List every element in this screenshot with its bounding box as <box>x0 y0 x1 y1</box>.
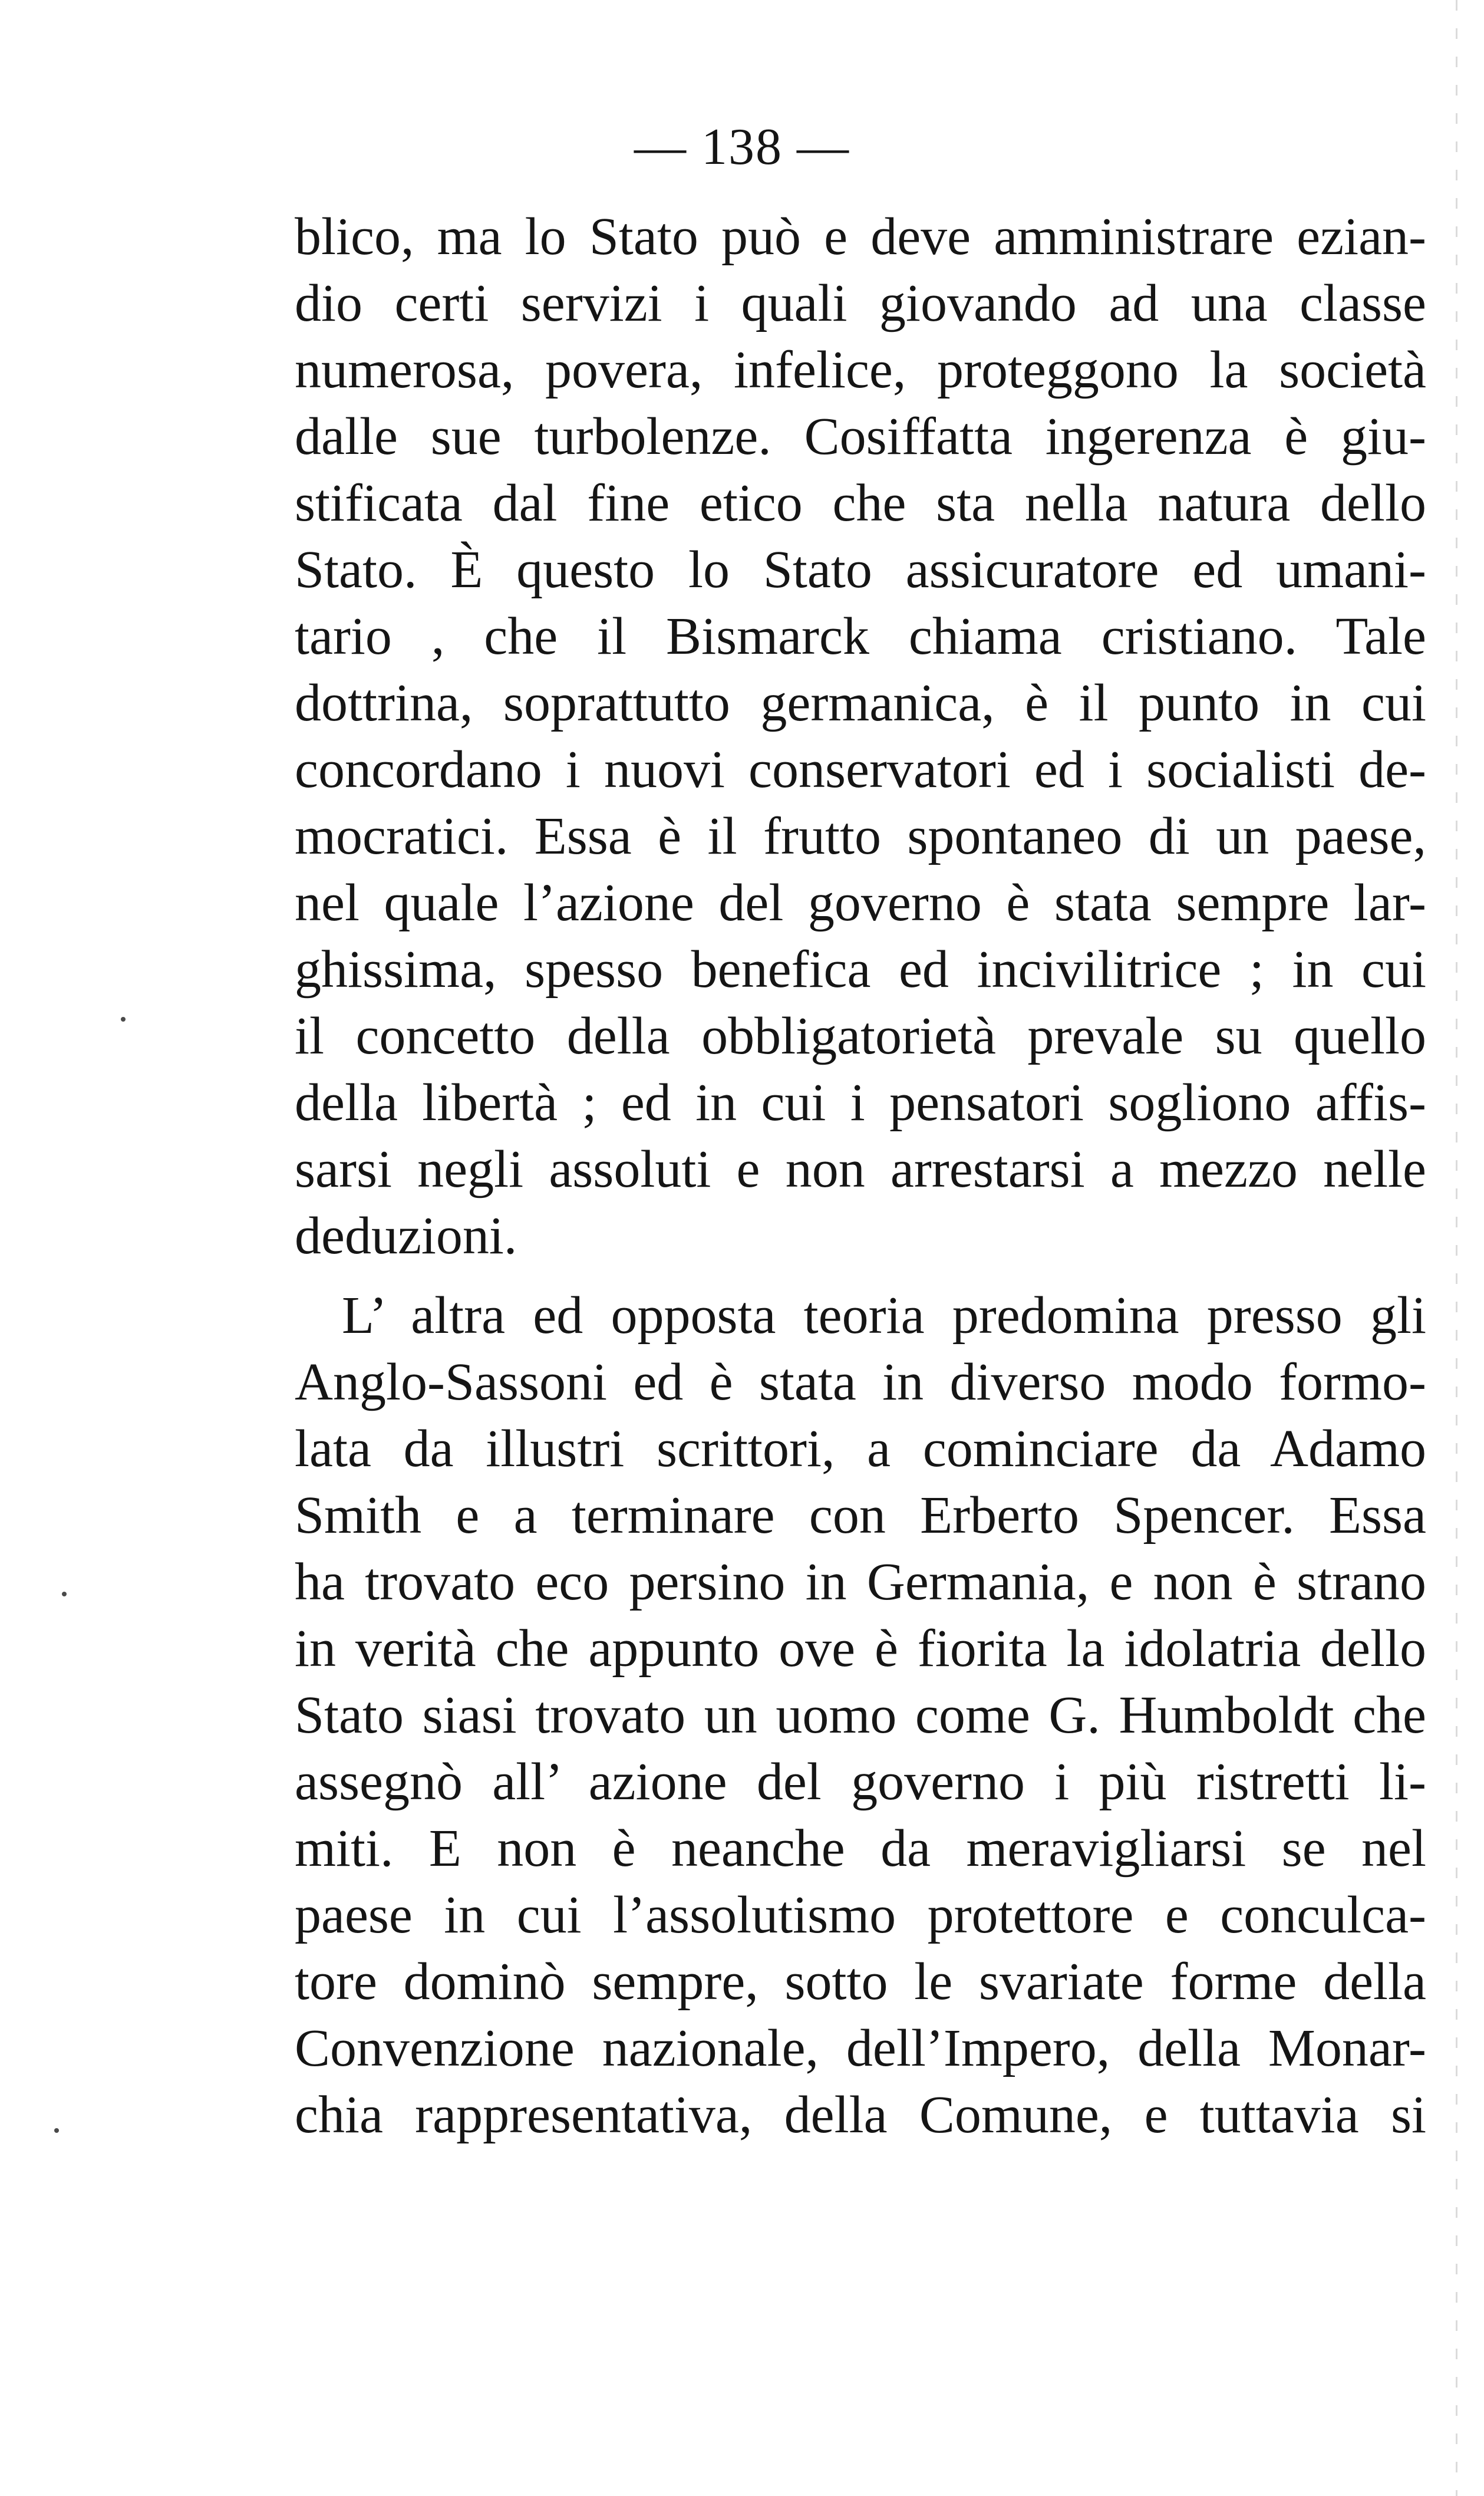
text-line: Anglo-Sassoni ed è stata in diverso modo formo- <box>295 1353 1426 1411</box>
text-line: dottrina, soprattutto germanica, è il punto in cui <box>295 674 1426 732</box>
text-line: miti. E non è neanche da meravigliarsi se nel <box>295 1819 1426 1878</box>
text-line: Stato. È questo lo Stato assicuratore ed umani- <box>295 541 1426 599</box>
text-line: concordano i nuovi conservatori ed i socialisti de- <box>295 740 1426 799</box>
text-line: il concetto della obbligatorietà prevale su quello <box>295 1007 1426 1065</box>
text-line: nel quale l’azione del governo è stata sempre lar- <box>295 874 1426 932</box>
text-line: stificata dal fine etico che sta nella natura dello <box>295 474 1426 532</box>
text-line: Convenzione nazionale, dell’Impero, della Monar- <box>295 2019 1426 2077</box>
scan-speck <box>54 2128 59 2133</box>
text-line: sarsi negli assoluti e non arrestarsi a mezzo nelle <box>295 1140 1426 1198</box>
text-line: ghissima, spesso benefica ed incivilitrice ; in cui <box>295 940 1426 999</box>
text-line: deduzioni. <box>295 1207 517 1265</box>
text-line: in verità che appunto ove è fiorita la idolatria dello <box>295 1619 1426 1678</box>
text-line: paese in cui l’assolutismo protettore e conculca- <box>295 1886 1426 1944</box>
text-line: assegnò all’ azione del governo i più ristretti li- <box>295 1753 1426 1811</box>
text-line: dio certi servizi i quali giovando ad una classe <box>295 274 1426 332</box>
text-line: tore dominò sempre, sotto le svariate forme della <box>295 1952 1426 2011</box>
gutter-rule <box>1456 0 1457 2496</box>
body-text <box>295 203 1426 2148</box>
text-line: ha trovato eco persino in Germania, e non è strano <box>295 1553 1426 1611</box>
text-line: L’ altra ed opposta teoria predomina presso gli <box>342 1286 1426 1345</box>
scan-speck <box>121 1017 126 1022</box>
text-line: numerosa, povera, infelice, proteggono la società <box>295 341 1426 399</box>
text-line: chia rappresentativa, della Comune, e tuttavia si <box>295 2086 1426 2144</box>
text-line: lata da illustri scrittori, a cominciare da Adamo <box>295 1420 1426 1478</box>
text-line: Stato siasi trovato un uomo come G. Humboldt che <box>295 1686 1426 1744</box>
text-line: blico, ma lo Stato può e deve amministrare ezian- <box>295 208 1426 266</box>
text-line: Smith e a terminare con Erberto Spencer. Essa <box>295 1486 1426 1545</box>
text-line: mocratici. Essa è il frutto spontaneo di un paese, <box>295 807 1426 865</box>
scan-speck <box>62 1592 67 1596</box>
text-line: della libertà ; ed in cui i pensatori sogliono affis- <box>295 1074 1426 1132</box>
text-line: dalle sue turbolenze. Cosiffatta ingerenza è giu- <box>295 407 1426 466</box>
paragraph-gap <box>295 1269 1426 1282</box>
page-number: — 138 — <box>634 118 850 176</box>
text-line: tario , che il Bismarck chiama cristiano. Tale <box>295 607 1426 666</box>
